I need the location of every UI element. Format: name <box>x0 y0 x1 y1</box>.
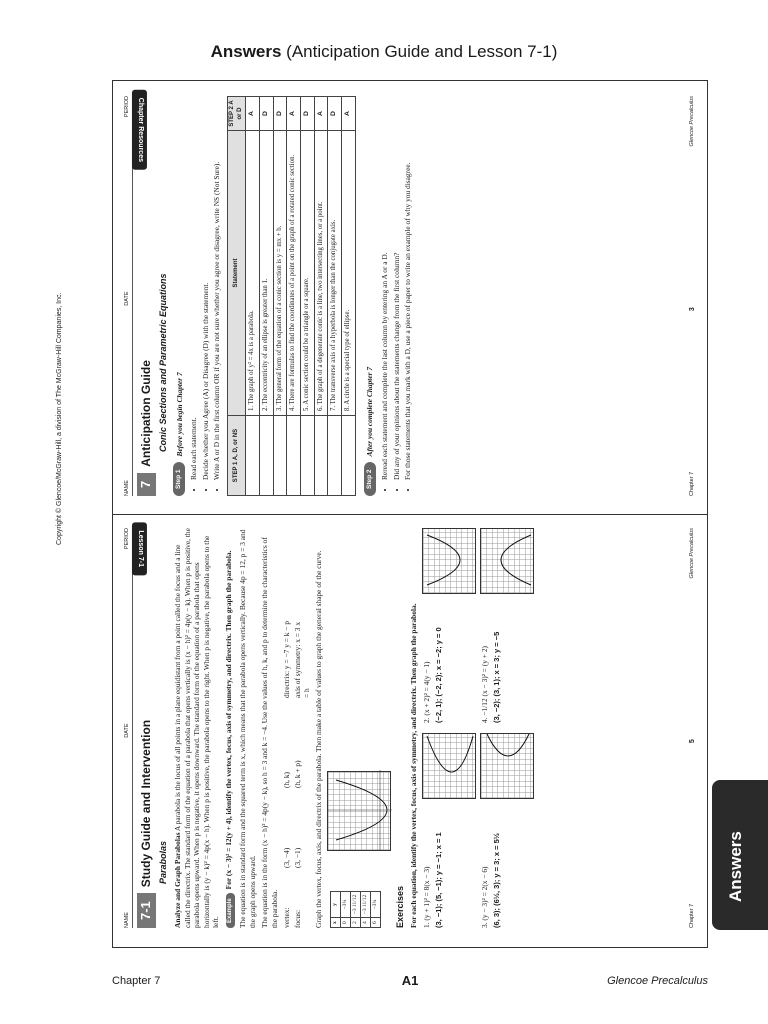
exercises-title: Exercises <box>394 885 405 928</box>
period-label: PERIOD <box>124 96 130 118</box>
name-label: NAME <box>124 912 130 928</box>
values-cell: −3 11/12 <box>361 891 371 918</box>
statement-cell: 5. A conic section could be a triangle or a square. <box>300 131 314 416</box>
answers-side-tab <box>712 780 768 930</box>
table-row <box>342 97 356 496</box>
step1-bullets <box>189 96 221 480</box>
page-title <box>0 42 768 62</box>
statement-cell: 3. The general form of the equation of a conic section is y = mx + b. <box>273 131 287 416</box>
values-cell: 0 <box>340 918 350 928</box>
answers-tab-label: Answers <box>726 831 745 902</box>
exercise-equation: 4. −1/12 (x − 3)² = (y + 2) <box>479 646 489 723</box>
table-row <box>314 97 328 496</box>
char-cell: (h, k + p) <box>292 760 302 788</box>
step1-bullet: • Read each statement. <box>189 96 198 480</box>
exercise-parabola <box>423 527 477 593</box>
page1-foot-book: Glencoe Precalculus <box>689 96 696 147</box>
example-text: For (x − 3)² = 12(y + 4), identify the vertex, focus, axis of symmetry, and directrix. Then graph the parabola. <box>223 550 233 890</box>
page2-footer <box>689 528 698 928</box>
step2-bullet: • For those statements that you mark with a D, use a piece of paper to write an example of why you disagree. <box>403 96 412 480</box>
values-table <box>330 891 381 928</box>
study-guide-page <box>118 518 702 942</box>
char-cell: axis of symmetry: x = 3 x = h <box>292 621 311 698</box>
values-cell: 6 <box>371 918 381 928</box>
copyright-notice: Copyright © Glencoe/McGraw-Hill, a division of The McGraw-Hill Companies, Inc. <box>56 292 63 545</box>
footer-chapter: Chapter 7 <box>112 975 161 987</box>
statement-cell: 4. There are formulas to find the coordinates of a point on the graph of a rotated conic section. <box>287 131 301 416</box>
name-date-period-row <box>124 528 133 928</box>
exercises-grid <box>422 528 534 928</box>
example-graph <box>327 771 391 851</box>
step1-pill: Step 1 <box>173 462 185 496</box>
values-cell: −3 11/12 <box>351 891 361 918</box>
step1-cell[interactable] <box>342 416 356 496</box>
exercise-item <box>422 528 476 723</box>
exercise-answer: (3, −2); (3, 1); x = 3; y = −5 <box>492 631 502 723</box>
chapter-number: 7 <box>137 473 156 496</box>
exercise-parabola <box>481 732 535 798</box>
statement-cell: 6. The graph of a degenerate conic is a line, two intersecting lines, or a point. <box>314 131 328 416</box>
step2-row <box>364 96 376 496</box>
exercise-parabola <box>481 527 535 593</box>
example-prompt <box>224 528 236 928</box>
period-label: PERIOD <box>124 528 130 550</box>
answer-cell: D <box>300 97 314 131</box>
char-cell: focus: <box>292 909 302 928</box>
page2-foot-chapter: Chapter 7 <box>689 903 696 928</box>
answer-cell: D <box>273 97 287 131</box>
lesson-number: 7-1 <box>137 893 156 928</box>
exercise-equation: 2. (x + 2)² = 4(y − 1) <box>421 661 431 723</box>
values-cell: 4 <box>361 918 371 928</box>
values-cell: −3¼ <box>371 891 381 918</box>
date-label: DATE <box>124 291 130 306</box>
step1-cell[interactable] <box>300 416 314 496</box>
table-row <box>300 97 314 496</box>
exercise-item <box>480 733 534 928</box>
exercise-answer: (6, 3); (6½, 3); y = 3; x = 5½ <box>492 832 502 928</box>
example-para: The equation is in standard form and the squared term is x, which means that the parabola opens vertically. Because 4p = 12, p = 3 and the graph opens upward. <box>238 529 257 928</box>
exercise-graph <box>422 733 476 799</box>
step2-bullet: • Did any of your opinions about the statements change from the first column? <box>392 96 401 480</box>
col-statement: Statement <box>227 131 245 416</box>
footer-page-id: A1 <box>401 973 419 988</box>
statement-cell: 7. The transverse axis of a hyperbola is longer than the conjugate axis. <box>328 131 342 416</box>
page-divider <box>112 514 708 515</box>
answer-cell: A <box>287 97 301 131</box>
page1-foot-number: 3 <box>689 307 697 312</box>
table-row <box>287 97 301 496</box>
exercise-parabola <box>423 732 477 798</box>
example-figure <box>327 528 391 928</box>
intro-paragraph <box>173 528 220 928</box>
statement-cell: 1. The graph of y² = 4x is a parabola. <box>246 131 260 416</box>
exercise-equation: 3. (y − 3)² = 2(x − 6) <box>479 866 489 928</box>
table-row <box>259 97 273 496</box>
table-row <box>246 97 260 496</box>
statement-cell: 8. A circle is a special type of ellipse. <box>342 131 356 416</box>
exercises-intro: For each equation, identify the vertex, focus, axis of symmetry, and directrix. Then graph the parabola. <box>409 603 419 928</box>
step1-row <box>173 96 185 496</box>
step1-cell[interactable] <box>259 416 273 496</box>
step1-cell[interactable] <box>287 416 301 496</box>
char-cell: (h, k) <box>282 771 292 788</box>
char-cell: vertex: <box>282 907 292 928</box>
title-rest: (Anticipation Guide and Lesson 7-1) <box>281 42 558 61</box>
answer-cell: D <box>328 97 342 131</box>
statement-cell: 2. The eccentricity of an ellipse is greater than 1. <box>259 131 273 416</box>
example-parabola <box>328 770 392 850</box>
exercise-graph <box>480 733 534 799</box>
intro-text: A parabola is the locus of all points in a plane equidistant from a point called the focus and a line called the directrix. The standard form of the equation of a parabola that opens vertically is (x − h)² = 4p(y − k). When p is positive, the parabola opens upward. When p is negative, it opens downward. The standard form of the equation of a parabola that opens horizontally is (y − k)² = 4p(x − h). When p is positive, the parabola opens to the right. When p is negative, the parabola opens to the left. <box>173 528 221 928</box>
table-row <box>273 97 287 496</box>
title-bold: Answers <box>210 42 282 61</box>
guide-title: Anticipation Guide <box>138 360 153 467</box>
intro-bold: Analyze and Graph Parabolas <box>173 832 183 928</box>
study-heading <box>137 528 156 928</box>
chapter-resources-tab: Chapter Resources <box>132 90 147 170</box>
values-header: y <box>330 891 340 918</box>
exercise-graph <box>422 528 476 594</box>
study-subtitle: Parabolas <box>157 840 168 884</box>
col-step2: STEP 2 A or D <box>227 97 245 131</box>
exercise-answer: (−2, 1); (−2, 2); x = −2; y = 0 <box>434 627 444 723</box>
col-step1: STEP 1 A, D, or NS <box>227 416 245 496</box>
lesson-tab: Lesson 7-1 <box>132 522 147 575</box>
anticipation-table <box>227 96 356 496</box>
example-para: The equation is in the form (x − h)² = 4p(y − k), so h = 3 and k = −4. Use the values of h, k, and p to determine the characteristics of the parabola. <box>260 537 279 928</box>
exercise-item <box>422 733 476 928</box>
guide-subtitle: Conic Sections and Parametric Equations <box>157 273 168 452</box>
characteristics-grid <box>282 528 311 928</box>
step1-cell[interactable] <box>246 416 260 496</box>
footer-book: Glencoe Precalculus <box>607 975 708 987</box>
step2-bullet: • Reread each statement and complete the last column by entering an A or a D. <box>380 96 389 480</box>
example-para: Graph the vertex, focus, axis, and directrix of the parabola. Then make a table of values to graph the general shape of the curve. <box>314 550 324 928</box>
values-cell: −3¼ <box>340 891 350 918</box>
page1-foot-chapter: Chapter 7 <box>689 471 696 496</box>
step1-text: Before you begin Chapter 7 <box>174 372 184 457</box>
step1-bullet: • Write A or D in the first column OR if you are not sure whether you agree or disagree, write NS (Not Sure). <box>212 96 221 480</box>
step1-cell[interactable] <box>328 416 342 496</box>
values-header: x <box>330 918 340 928</box>
step2-text: After you complete Chapter 7 <box>365 366 375 457</box>
date-label: DATE <box>124 723 130 738</box>
step1-bullet: • Decide whether you Agree (A) or Disagree (D) with the statement. <box>201 96 210 480</box>
table-row <box>328 97 342 496</box>
exercise-item <box>480 528 534 723</box>
anticipation-guide-page <box>118 86 702 510</box>
study-title: Study Guide and Intervention <box>138 719 153 888</box>
page2-foot-book: Glencoe Precalculus <box>689 528 696 579</box>
answer-cell: A <box>314 97 328 131</box>
char-cell: (3, −4) <box>282 847 292 868</box>
exercise-equation: 1. (y + 1)² = 8(x − 3) <box>421 866 431 928</box>
step2-bullets <box>380 96 412 480</box>
char-cell: directrix: y = −7 y = k − p <box>282 620 292 698</box>
page2-foot-number: 5 <box>689 739 697 744</box>
exercise-answer: (3, −1); (5, −1); y = −1; x = 1 <box>434 832 444 928</box>
step2-pill: Step 2 <box>364 462 376 496</box>
answer-cell: A <box>342 97 356 131</box>
answer-cell: D <box>259 97 273 131</box>
char-cell: (3, −1) <box>292 847 302 868</box>
exercise-graph <box>480 528 534 594</box>
step1-cell[interactable] <box>273 416 287 496</box>
example-label: Example <box>226 893 236 928</box>
page1-footer <box>689 96 698 496</box>
step1-cell[interactable] <box>314 416 328 496</box>
answer-cell: A <box>246 97 260 131</box>
name-label: NAME <box>124 480 130 496</box>
values-cell: 2 <box>351 918 361 928</box>
